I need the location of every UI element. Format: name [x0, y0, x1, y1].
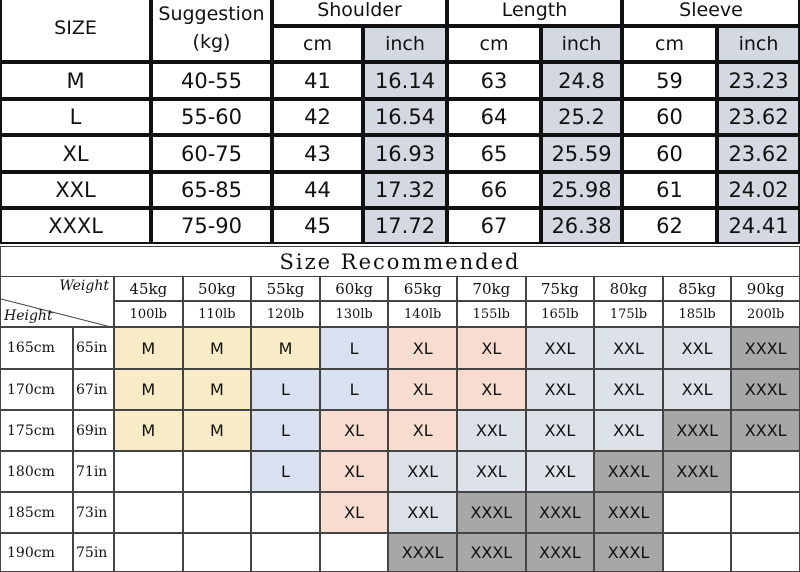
size-cell: XL	[388, 410, 457, 451]
size-cell: XXL	[526, 410, 595, 451]
sleeve-header: Sleeve	[622, 0, 800, 26]
size-cell: XXXL	[731, 410, 800, 451]
size-table-cell-kg: 65-85	[151, 172, 272, 208]
size-table-cell-shoulder-cm: 44	[272, 172, 363, 208]
weight-kg-label: 80kg	[594, 276, 663, 301]
size-table-cell-shoulder-in: 17.72	[363, 208, 447, 244]
size-cell: XL	[388, 369, 457, 410]
weight-kg-label: 90kg	[731, 276, 800, 301]
size-table-cell-sleeve-in: 23.23	[717, 62, 800, 99]
size-cell: XL	[457, 369, 526, 410]
size-cell: XXL	[388, 451, 457, 492]
size-table-cell-sleeve-cm: 59	[622, 62, 717, 99]
size-cell	[114, 451, 183, 492]
size-cell	[663, 492, 732, 533]
weight-lb-label: 200lb	[731, 301, 800, 327]
weight-kg-label: 50kg	[183, 276, 252, 301]
suggestion-label: Suggestion	[158, 3, 265, 25]
size-table-cell-sleeve-cm: 60	[622, 99, 717, 135]
size-cell	[731, 533, 800, 572]
size-cell: XL	[320, 410, 389, 451]
size-table-cell-shoulder-cm: 41	[272, 62, 363, 99]
size-table-cell-size: XL	[0, 135, 151, 172]
size-cell: XXL	[594, 369, 663, 410]
sleeve-inch-header: inch	[717, 26, 800, 62]
size-cell: M	[183, 327, 252, 369]
height-in-label: 71in	[73, 451, 114, 492]
size-table-cell-shoulder-cm: 45	[272, 208, 363, 244]
size-table-cell-length-cm: 64	[447, 99, 541, 135]
size-cell: XXL	[526, 327, 595, 369]
size-table-cell-sleeve-cm: 62	[622, 208, 717, 244]
size-table-cell-length-in: 25.59	[541, 135, 622, 172]
weight-lb-label: 155lb	[457, 301, 526, 327]
size-cell: XXL	[663, 369, 732, 410]
size-table-cell-size: XXXL	[0, 208, 151, 244]
weight-kg-label: 70kg	[457, 276, 526, 301]
weight-kg-label: 55kg	[251, 276, 320, 301]
size-cell: XXXL	[526, 533, 595, 572]
height-in-label: 69in	[73, 410, 114, 451]
weight-lb-label: 110lb	[183, 301, 252, 327]
size-cell: XXL	[526, 369, 595, 410]
height-cm-label: 170cm	[0, 369, 73, 410]
size-table-cell-length-cm: 66	[447, 172, 541, 208]
suggestion-header	[151, 0, 272, 62]
size-table-cell-length-in: 24.8	[541, 62, 622, 99]
height-in-label: 75in	[73, 533, 114, 572]
size-table-cell-sleeve-in: 23.62	[717, 135, 800, 172]
size-cell: L	[251, 369, 320, 410]
weight-kg-label: 75kg	[526, 276, 595, 301]
size-cell	[114, 492, 183, 533]
size-cell	[251, 492, 320, 533]
size-cell: XXXL	[731, 327, 800, 369]
size-cell	[663, 533, 732, 572]
size-table-cell-length-in: 26.38	[541, 208, 622, 244]
size-table-cell-sleeve-in: 23.62	[717, 99, 800, 135]
height-cm-label: 175cm	[0, 410, 73, 451]
weight-kg-label: 60kg	[320, 276, 389, 301]
size-cell: XXXL	[457, 533, 526, 572]
size-cell: XXL	[457, 451, 526, 492]
size-cell	[320, 533, 389, 572]
weight-kg-label: 45kg	[114, 276, 183, 301]
shoulder-cm-header: cm	[272, 26, 363, 62]
length-inch-header: inch	[541, 26, 622, 62]
size-table-cell-sleeve-cm: 61	[622, 172, 717, 208]
weight-lb-label: 130lb	[320, 301, 389, 327]
size-cell: XL	[457, 327, 526, 369]
size-table-cell-length-in: 25.98	[541, 172, 622, 208]
size-cell: XXL	[388, 492, 457, 533]
height-cm-label: 190cm	[0, 533, 73, 572]
weight-kg-label: 85kg	[663, 276, 732, 301]
size-cell	[731, 492, 800, 533]
size-cell	[183, 533, 252, 572]
size-cell	[183, 492, 252, 533]
size-cell: XXXL	[594, 492, 663, 533]
weight-lb-label: 140lb	[388, 301, 457, 327]
size-table-cell-shoulder-cm: 43	[272, 135, 363, 172]
size-table-cell-shoulder-in: 16.93	[363, 135, 447, 172]
size-cell: XL	[320, 492, 389, 533]
size-table-cell-size: XXL	[0, 172, 151, 208]
size-table-cell-shoulder-cm: 42	[272, 99, 363, 135]
size-cell	[183, 451, 252, 492]
weight-axis-label: Weight	[59, 278, 109, 294]
size-table-cell-length-in: 25.2	[541, 99, 622, 135]
size-table-cell-length-cm: 67	[447, 208, 541, 244]
size-table-cell-sleeve-in: 24.41	[717, 208, 800, 244]
size-cell: XXL	[457, 410, 526, 451]
size-table-cell-size: M	[0, 62, 151, 99]
height-cm-label: 165cm	[0, 327, 73, 369]
weight-lb-label: 165lb	[526, 301, 595, 327]
suggestion-unit-label: (kg)	[192, 31, 231, 53]
height-in-label: 67in	[73, 369, 114, 410]
size-cell: XXXL	[663, 410, 732, 451]
length-header: Length	[447, 0, 622, 26]
size-cell	[251, 533, 320, 572]
size-cell: M	[183, 410, 252, 451]
size-cell: XXL	[594, 327, 663, 369]
size-cell: L	[251, 451, 320, 492]
size-cell: XL	[320, 451, 389, 492]
size-table-cell-size: L	[0, 99, 151, 135]
shoulder-header: Shoulder	[272, 0, 447, 26]
size-table-cell-shoulder-in: 17.32	[363, 172, 447, 208]
size-table-cell-shoulder-in: 16.54	[363, 99, 447, 135]
size-cell: L	[320, 327, 389, 369]
size-cell: M	[114, 369, 183, 410]
size-cell: XXXL	[457, 492, 526, 533]
shoulder-inch-header: inch	[363, 26, 447, 62]
size-cell: XXXL	[594, 451, 663, 492]
size-table-cell-kg: 75-90	[151, 208, 272, 244]
size-table-cell-sleeve-cm: 60	[622, 135, 717, 172]
size-cell	[114, 533, 183, 572]
size-cell: XXXL	[663, 451, 732, 492]
size-cell: XXL	[594, 410, 663, 451]
height-cm-label: 180cm	[0, 451, 73, 492]
size-table-cell-kg: 40-55	[151, 62, 272, 99]
sleeve-cm-header: cm	[622, 26, 717, 62]
height-axis-label: Height	[4, 308, 53, 324]
size-cell: M	[183, 369, 252, 410]
size-cell: L	[251, 410, 320, 451]
height-in-label: 73in	[73, 492, 114, 533]
size-table-cell-kg: 55-60	[151, 99, 272, 135]
weight-kg-label: 65kg	[388, 276, 457, 301]
size-cell: M	[251, 327, 320, 369]
size-cell: XL	[388, 327, 457, 369]
size-cell: M	[114, 327, 183, 369]
size-cell: L	[320, 369, 389, 410]
weight-lb-label: 175lb	[594, 301, 663, 327]
height-cm-label: 185cm	[0, 492, 73, 533]
size-cell: XXL	[663, 327, 732, 369]
weight-lb-label: 100lb	[114, 301, 183, 327]
chart-title: Size Recommended	[279, 250, 521, 274]
size-cell: XXXL	[594, 533, 663, 572]
size-cell: XXXL	[731, 369, 800, 410]
size-header: SIZE	[0, 0, 151, 62]
size-table-cell-shoulder-in: 16.14	[363, 62, 447, 99]
weight-height-corner	[0, 276, 114, 327]
size-cell: XXL	[526, 451, 595, 492]
weight-lb-label: 120lb	[251, 301, 320, 327]
size-cell	[731, 451, 800, 492]
height-in-label: 65in	[73, 327, 114, 369]
size-cell: XXXL	[388, 533, 457, 572]
weight-lb-label: 185lb	[663, 301, 732, 327]
length-cm-header: cm	[447, 26, 541, 62]
size-table-cell-length-cm: 65	[447, 135, 541, 172]
size-cell: XXXL	[526, 492, 595, 533]
size-table-cell-sleeve-in: 24.02	[717, 172, 800, 208]
size-table-cell-kg: 60-75	[151, 135, 272, 172]
size-table-cell-length-cm: 63	[447, 62, 541, 99]
size-cell: M	[114, 410, 183, 451]
